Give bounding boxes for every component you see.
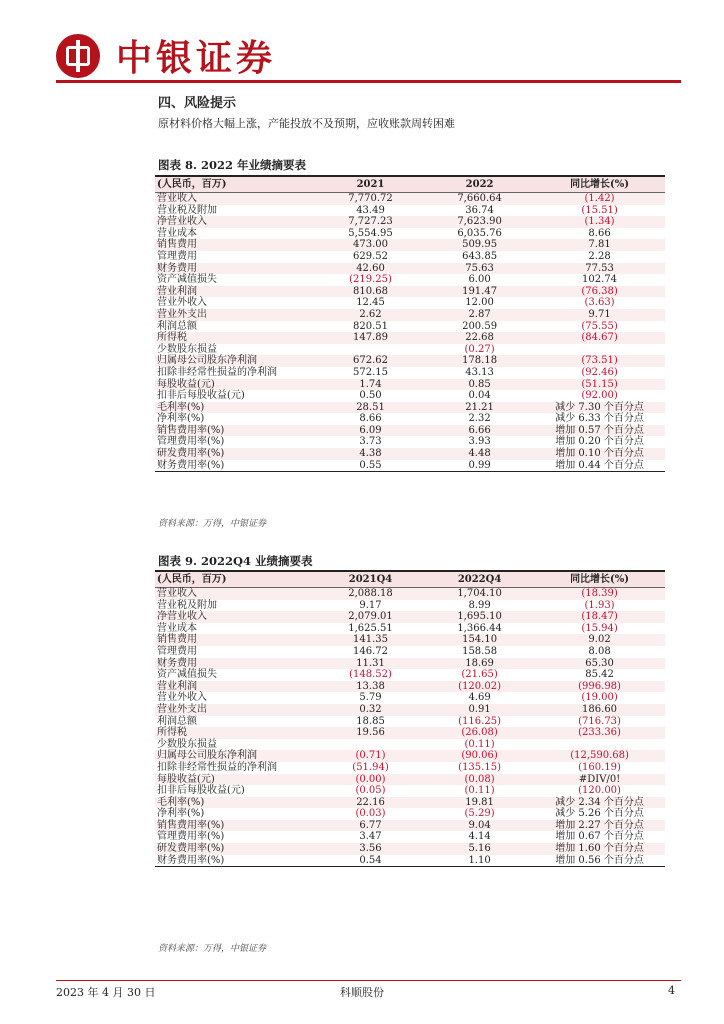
column-header: 2022Q4 bbox=[425, 571, 534, 588]
table-cell: 管理费用率(%) bbox=[157, 436, 225, 448]
table-cell: (51.15) bbox=[534, 379, 665, 391]
table-cell: 102.74 bbox=[582, 274, 618, 286]
page-header bbox=[56, 28, 676, 78]
column-header: 2021Q4 bbox=[316, 571, 425, 588]
table-cell: 7.81 bbox=[534, 239, 665, 251]
table-cell: 0.50 bbox=[359, 390, 382, 402]
table-cell: 毛利率(%) bbox=[155, 402, 316, 414]
table-cell: (996.98) bbox=[534, 681, 665, 693]
table-cell: 财务费用率(%) bbox=[155, 460, 316, 472]
table-cell: 研发费用率(%) bbox=[155, 448, 316, 460]
table-cell: (148.52) bbox=[349, 669, 392, 681]
table-row bbox=[155, 762, 665, 774]
table-cell: 增加 1.60 个百分点 bbox=[534, 843, 665, 855]
header-divider bbox=[56, 80, 681, 83]
footer-company: 科顺股份 bbox=[340, 986, 384, 999]
table-cell: 191.47 bbox=[425, 286, 534, 298]
table-cell: 200.59 bbox=[462, 320, 498, 332]
table-row bbox=[155, 425, 665, 437]
table-cell: (26.08) bbox=[425, 727, 534, 739]
table-cell: (12,590.68) bbox=[534, 750, 665, 762]
table-cell: 158.58 bbox=[462, 645, 498, 657]
table-cell: 归属母公司股东净利润 bbox=[155, 355, 316, 367]
table-cell: 6,035.76 bbox=[457, 227, 502, 239]
table-cell: 净利率(%) bbox=[157, 413, 205, 425]
footer-page-number: 4 bbox=[668, 984, 675, 997]
table-row bbox=[155, 390, 665, 402]
table-row bbox=[155, 681, 665, 693]
table-cell: 12.00 bbox=[465, 297, 494, 309]
table-cell: 6.77 bbox=[316, 820, 425, 832]
table-row bbox=[155, 286, 665, 298]
table1-title: 图表 8. 2022 年业绩摘要表 bbox=[158, 158, 307, 172]
column-header: 同比增长(%) bbox=[534, 571, 665, 588]
table-cell: 810.68 bbox=[316, 286, 425, 298]
table-cell: 增加 2.27 个百分点 bbox=[534, 820, 665, 832]
table-cell: 利润总额 bbox=[157, 320, 197, 332]
table-row bbox=[155, 205, 665, 217]
table-cell: (0.27) bbox=[464, 343, 495, 355]
table2-title: 图表 9. 2022Q4 业绩摘要表 bbox=[158, 554, 313, 568]
table-cell: 销售费用 bbox=[155, 239, 316, 251]
table-cell: 扣非后每股收益(元) bbox=[157, 390, 245, 402]
table-cell: (0.05) bbox=[355, 785, 386, 797]
table-row bbox=[155, 611, 665, 623]
table-row bbox=[155, 436, 665, 448]
table-cell: 5.79 bbox=[359, 692, 382, 704]
column-header: (人民币，百万) bbox=[155, 176, 316, 193]
table-row bbox=[155, 460, 665, 472]
table-row bbox=[155, 750, 665, 762]
table-row bbox=[155, 216, 665, 228]
table-cell: 利润总额 bbox=[157, 715, 197, 727]
table-cell: 28.51 bbox=[316, 402, 425, 414]
table-cell: (716.73) bbox=[578, 715, 621, 727]
table-cell: 19.56 bbox=[316, 727, 425, 739]
table-cell: 4.38 bbox=[316, 448, 425, 460]
table-row bbox=[155, 588, 665, 600]
table-cell: 营业成本 bbox=[157, 227, 197, 239]
bank-logo-icon bbox=[56, 34, 100, 78]
table-cell: 营业收入 bbox=[155, 588, 316, 600]
table-cell: 18.69 bbox=[425, 658, 534, 670]
table-cell: 少数股东损益 bbox=[157, 343, 217, 355]
table-row bbox=[155, 785, 665, 797]
table-cell: 77.53 bbox=[534, 263, 665, 275]
table-cell: (0.08) bbox=[425, 774, 534, 786]
table-cell: 财务费用 bbox=[155, 658, 316, 670]
footer-divider bbox=[56, 980, 681, 981]
table-cell: 473.00 bbox=[316, 239, 425, 251]
table-row bbox=[155, 820, 665, 832]
table-cell: 18.85 bbox=[356, 715, 385, 727]
table-cell: 扣除非经常性损益的净利润 bbox=[157, 761, 277, 773]
table-cell: (0.03) bbox=[355, 808, 386, 820]
table-cell: 1,366.44 bbox=[457, 622, 502, 634]
table-cell: 营业税及附加 bbox=[157, 599, 217, 611]
table-cell: (0.00) bbox=[316, 774, 425, 786]
table-cell: 75.63 bbox=[425, 263, 534, 275]
table-row bbox=[155, 855, 665, 867]
table-row bbox=[155, 831, 665, 843]
table-row bbox=[155, 797, 665, 809]
table-row bbox=[155, 600, 665, 612]
table-cell: 管理费用 bbox=[157, 250, 197, 262]
table-cell: 2.32 bbox=[468, 413, 491, 425]
table-row bbox=[155, 379, 665, 391]
table-cell: 营业收入 bbox=[155, 193, 316, 205]
table-cell: 销售费用率(%) bbox=[155, 425, 316, 437]
table-cell: 销售费用率(%) bbox=[155, 820, 316, 832]
table-row bbox=[155, 309, 665, 321]
table-row bbox=[155, 355, 665, 367]
table-cell: 43.13 bbox=[465, 366, 494, 378]
table-cell: (15.51) bbox=[581, 204, 618, 216]
section-title: 四、风险提示 bbox=[158, 96, 237, 111]
table-cell: 营业外收入 bbox=[157, 297, 207, 309]
table-row bbox=[155, 843, 665, 855]
table-row bbox=[155, 402, 665, 414]
table-cell: 572.15 bbox=[353, 366, 389, 378]
table-cell: 1.74 bbox=[316, 379, 425, 391]
table-cell: 643.85 bbox=[462, 250, 498, 262]
table-cell: 8.66 bbox=[359, 413, 382, 425]
table-cell: 820.51 bbox=[353, 320, 389, 332]
table-cell: 8.08 bbox=[588, 645, 611, 657]
table-row bbox=[155, 774, 665, 786]
table-row bbox=[155, 692, 665, 704]
table-cell: (1.93) bbox=[584, 599, 615, 611]
table-cell: 1,704.10 bbox=[425, 588, 534, 600]
table-cell: 43.49 bbox=[356, 204, 385, 216]
table-cell: (3.63) bbox=[584, 297, 615, 309]
table-row bbox=[155, 739, 665, 751]
table-cell: (75.55) bbox=[581, 320, 618, 332]
table-cell: 4.48 bbox=[425, 448, 534, 460]
table-cell: 营业利润 bbox=[155, 681, 316, 693]
table-cell: 减少 6.33 个百分点 bbox=[555, 413, 644, 425]
table-cell bbox=[316, 739, 425, 751]
table-cell: 净利率(%) bbox=[157, 808, 205, 820]
table-cell: 5,554.95 bbox=[348, 227, 393, 239]
table-cell: 154.10 bbox=[425, 634, 534, 646]
table-cell: 42.60 bbox=[316, 263, 425, 275]
table-cell: (135.15) bbox=[458, 761, 501, 773]
table-row bbox=[155, 239, 665, 251]
table-cell: 营业外收入 bbox=[157, 692, 207, 704]
table-cell: 9.04 bbox=[425, 820, 534, 832]
table-cell: 增加 0.67 个百分点 bbox=[555, 831, 644, 843]
table-row bbox=[155, 274, 665, 286]
table-cell: (51.94) bbox=[352, 761, 389, 773]
table-cell: 22.68 bbox=[425, 332, 534, 344]
table-row bbox=[155, 716, 665, 728]
table-cell: (92.46) bbox=[581, 366, 618, 378]
table-cell: 21.21 bbox=[425, 402, 534, 414]
table-cell: (84.67) bbox=[534, 332, 665, 344]
table-cell: 减少 2.34 个百分点 bbox=[534, 797, 665, 809]
table-row bbox=[155, 251, 665, 263]
table-cell: 0.04 bbox=[468, 390, 491, 402]
table-cell: 资产减值损失 bbox=[157, 669, 217, 681]
table-cell: (233.36) bbox=[534, 727, 665, 739]
table-cell: 19.81 bbox=[425, 797, 534, 809]
risk-text: 原材料价格大幅上涨，产能投放不及预期，应收账款周转困难 bbox=[158, 117, 455, 130]
table-cell: 2.28 bbox=[588, 250, 611, 262]
table-cell: (92.00) bbox=[581, 390, 618, 402]
table-row bbox=[155, 367, 665, 379]
table2-source: 资料来源：万得，中银证券 bbox=[158, 944, 267, 954]
table-cell: #DIV/0! bbox=[534, 774, 665, 786]
table-cell bbox=[534, 344, 665, 356]
table-cell: 减少 7.30 个百分点 bbox=[534, 402, 665, 414]
table-row bbox=[155, 623, 665, 635]
column-header: 2022 bbox=[425, 176, 534, 193]
table-cell: 0.91 bbox=[425, 704, 534, 716]
table-cell: 增加 0.56 个百分点 bbox=[534, 855, 665, 867]
table-row bbox=[155, 228, 665, 240]
table-cell: (1.34) bbox=[534, 216, 665, 228]
table-cell: 672.62 bbox=[316, 355, 425, 367]
table-row bbox=[155, 448, 665, 460]
table-cell: (120.02) bbox=[425, 681, 534, 693]
table-cell: 每股收益(元) bbox=[155, 379, 316, 391]
table-cell: 3.73 bbox=[359, 436, 382, 448]
table-cell: 所得税 bbox=[155, 727, 316, 739]
table-cell: 净营业收入 bbox=[155, 216, 316, 228]
table-row bbox=[155, 344, 665, 356]
table-row bbox=[155, 704, 665, 716]
table-cell: 2,088.18 bbox=[316, 588, 425, 600]
table-cell: (15.94) bbox=[581, 622, 618, 634]
table-cell: (76.38) bbox=[534, 286, 665, 298]
table-cell: (5.29) bbox=[464, 808, 495, 820]
table-cell: 4.14 bbox=[468, 831, 491, 843]
table-cell: 8.99 bbox=[468, 599, 491, 611]
table-cell: 5.16 bbox=[425, 843, 534, 855]
table-cell: 629.52 bbox=[353, 250, 389, 262]
table2 bbox=[155, 570, 665, 867]
table-row bbox=[155, 332, 665, 344]
table-cell: 3.47 bbox=[359, 831, 382, 843]
table-cell: 85.42 bbox=[585, 669, 614, 681]
table-cell: 财务费用 bbox=[155, 263, 316, 275]
table-row bbox=[155, 413, 665, 425]
table-row bbox=[155, 297, 665, 309]
table-cell: 146.72 bbox=[353, 645, 389, 657]
table-cell: 509.95 bbox=[425, 239, 534, 251]
table-cell: 营业利润 bbox=[155, 286, 316, 298]
table-cell: 6.00 bbox=[468, 274, 491, 286]
table-cell: 增加 0.44 个百分点 bbox=[534, 460, 665, 472]
table-cell: 13.38 bbox=[316, 681, 425, 693]
table-cell: 3.93 bbox=[468, 436, 491, 448]
table-cell bbox=[534, 739, 665, 751]
table-cell: 少数股东损益 bbox=[157, 738, 217, 750]
table-row bbox=[155, 263, 665, 275]
table-cell: 22.16 bbox=[316, 797, 425, 809]
table-cell: 2.87 bbox=[425, 309, 534, 321]
table-cell: 净营业收入 bbox=[155, 611, 316, 623]
table-row bbox=[155, 193, 665, 205]
column-header: 同比增长(%) bbox=[534, 176, 665, 193]
table-cell: 2,079.01 bbox=[316, 611, 425, 623]
table-cell: 营业外支出 bbox=[155, 704, 316, 716]
table-cell: 0.99 bbox=[425, 460, 534, 472]
table-cell: 增加 0.10 个百分点 bbox=[534, 448, 665, 460]
table-cell: 减少 5.26 个百分点 bbox=[555, 808, 644, 820]
table-cell: 所得税 bbox=[155, 332, 316, 344]
table-row bbox=[155, 646, 665, 658]
table-cell: 7,770.72 bbox=[316, 193, 425, 205]
table-cell: 1,695.10 bbox=[425, 611, 534, 623]
table-cell: 7,623.90 bbox=[425, 216, 534, 228]
table-cell: 每股收益(元) bbox=[155, 774, 316, 786]
table-cell: 186.60 bbox=[534, 704, 665, 716]
footer-date: 2023 年 4 月 30 日 bbox=[56, 986, 156, 999]
table-cell: (19.00) bbox=[581, 692, 618, 704]
table-cell: 2.62 bbox=[316, 309, 425, 321]
table-cell: (21.65) bbox=[461, 669, 498, 681]
table-cell: 6.09 bbox=[316, 425, 425, 437]
table-cell: 178.18 bbox=[425, 355, 534, 367]
table-cell: 8.66 bbox=[588, 227, 611, 239]
table-cell: 3.56 bbox=[316, 843, 425, 855]
brand-name: 中银证券 bbox=[116, 37, 277, 79]
table-cell: 1.10 bbox=[425, 855, 534, 867]
table-cell: (90.06) bbox=[425, 750, 534, 762]
table-cell: 6.66 bbox=[425, 425, 534, 437]
table-cell: 9.17 bbox=[359, 599, 382, 611]
table-cell: 管理费用 bbox=[157, 645, 197, 657]
table-row bbox=[155, 321, 665, 333]
table-cell: (18.39) bbox=[534, 588, 665, 600]
table-cell: (18.47) bbox=[534, 611, 665, 623]
table-cell: 研发费用率(%) bbox=[155, 843, 316, 855]
table-row bbox=[155, 669, 665, 681]
table-cell: 65.30 bbox=[534, 658, 665, 670]
table-cell: 增加 0.57 个百分点 bbox=[534, 425, 665, 437]
table-cell: 归属母公司股东净利润 bbox=[155, 750, 316, 762]
table-cell: 营业成本 bbox=[157, 622, 197, 634]
table-cell: 4.69 bbox=[468, 692, 491, 704]
table-cell: 0.54 bbox=[316, 855, 425, 867]
table-cell: 0.85 bbox=[425, 379, 534, 391]
table-cell: 11.31 bbox=[316, 658, 425, 670]
column-header: 2021 bbox=[316, 176, 425, 193]
table-cell: 12.45 bbox=[356, 297, 385, 309]
table-cell: 147.89 bbox=[316, 332, 425, 344]
table-cell: 7,727.23 bbox=[316, 216, 425, 228]
table-cell: 扣非后每股收益(元) bbox=[157, 785, 245, 797]
table-cell bbox=[316, 344, 425, 356]
table-cell: 141.35 bbox=[316, 634, 425, 646]
table-cell: (0.11) bbox=[464, 785, 495, 797]
table-cell: (0.11) bbox=[464, 738, 495, 750]
table-cell: (0.71) bbox=[316, 750, 425, 762]
table-cell: (73.51) bbox=[534, 355, 665, 367]
table1-source: 资料来源：万得，中银证券 bbox=[158, 519, 267, 529]
table-cell: (120.00) bbox=[578, 785, 621, 797]
table-cell: 资产减值损失 bbox=[157, 274, 217, 286]
table-cell: 管理费用率(%) bbox=[157, 831, 225, 843]
table-cell: 毛利率(%) bbox=[155, 797, 316, 809]
table-row bbox=[155, 727, 665, 739]
table-cell: 扣除非经常性损益的净利润 bbox=[157, 366, 277, 378]
table-cell: 1,625.51 bbox=[348, 622, 393, 634]
table-cell: (219.25) bbox=[349, 274, 392, 286]
table-cell: 营业税及附加 bbox=[157, 204, 217, 216]
table-cell: 增加 0.20 个百分点 bbox=[555, 436, 644, 448]
table-cell: 财务费用率(%) bbox=[155, 855, 316, 867]
column-header: (人民币，百万) bbox=[155, 571, 316, 588]
table-cell: 0.55 bbox=[316, 460, 425, 472]
table-cell: (1.42) bbox=[534, 193, 665, 205]
table-cell: 7,660.64 bbox=[425, 193, 534, 205]
table-cell: 9.71 bbox=[534, 309, 665, 321]
table-row bbox=[155, 808, 665, 820]
table-cell: 0.32 bbox=[316, 704, 425, 716]
table-row bbox=[155, 634, 665, 646]
table-cell: (160.19) bbox=[578, 761, 621, 773]
table-cell: 营业外支出 bbox=[155, 309, 316, 321]
table1 bbox=[155, 175, 665, 472]
table-cell: (116.25) bbox=[458, 715, 501, 727]
table-cell: 9.02 bbox=[534, 634, 665, 646]
table-cell: 销售费用 bbox=[155, 634, 316, 646]
table-row bbox=[155, 658, 665, 670]
table-cell: 36.74 bbox=[465, 204, 494, 216]
